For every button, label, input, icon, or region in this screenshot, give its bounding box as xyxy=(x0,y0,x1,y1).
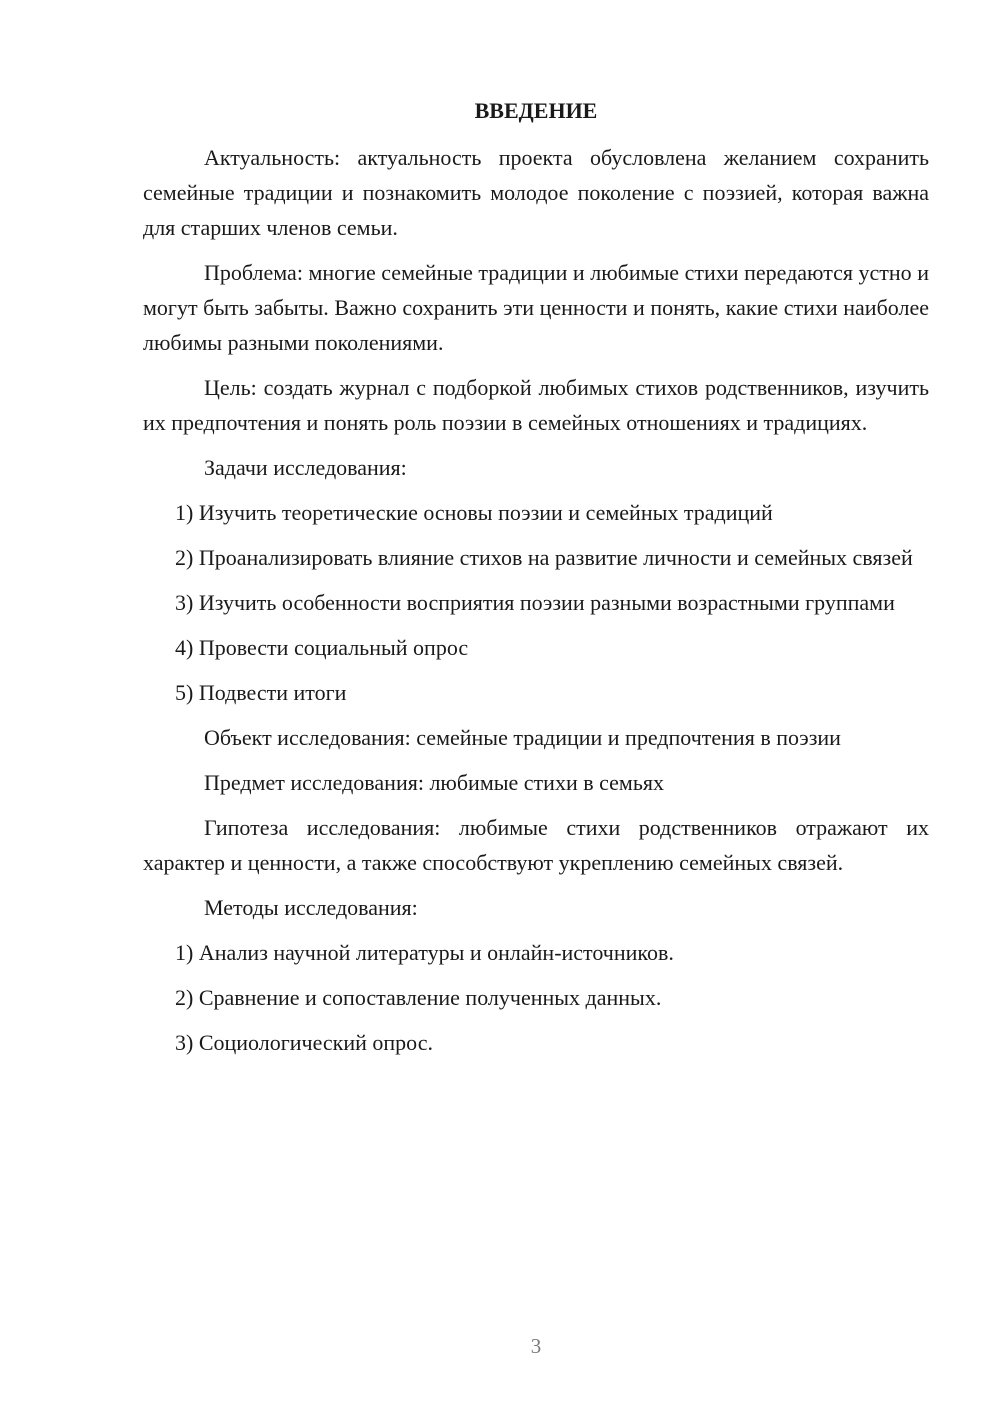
page-title: ВВЕДЕНИЕ xyxy=(474,98,598,123)
object-paragraph: Объект исследования: семейные традиции и предпочтения в поэзии xyxy=(204,725,841,750)
problem-paragraph: Проблема: многие семейные традиции и любимые стихи передаются устно и могут быть забыты. Важно сохранить эти ценности и понять, какие стихи наиболее любимы разными поколениями. xyxy=(143,260,929,355)
document-page xyxy=(143,94,929,1070)
relevance-paragraph: Актуальность: актуальность проекта обусловлена желанием сохранить семейные традиции и познакомить молодое поколение с поэзией, которая важна для старших членов семьи. xyxy=(143,145,929,240)
page-number: 3 xyxy=(530,1334,542,1358)
method-item: 1) Анализ научной литературы и онлайн-источников. xyxy=(175,940,674,965)
task-item: 4) Провести социальный опрос xyxy=(175,635,469,660)
task-item: 5) Подвести итоги xyxy=(175,680,347,705)
task-item: 3) Изучить особенности восприятия поэзии разными возрастными группами xyxy=(175,590,895,615)
methods-title: Методы исследования: xyxy=(204,895,418,920)
task-item: 1) Изучить теоретические основы поэзии и семейных традиций xyxy=(175,500,773,525)
goal-paragraph: Цель: создать журнал с подборкой любимых стихов родственников, изучить их предпочтения и понять роль поэзии в семейных отношениях и традициях. xyxy=(143,375,929,435)
task-item: 2) Проанализировать влияние стихов на развитие личности и семейных связей xyxy=(175,545,913,570)
method-item: 2) Сравнение и сопоставление полученных данных. xyxy=(175,985,662,1010)
tasks-title: Задачи исследования: xyxy=(204,455,407,480)
method-item: 3) Социологический опрос. xyxy=(175,1030,433,1055)
subject-paragraph: Предмет исследования: любимые стихи в семьях xyxy=(204,770,664,795)
hypothesis-paragraph: Гипотеза исследования: любимые стихи родственников отражают их характер и ценности, а также способствуют укреплению семейных связей. xyxy=(143,815,929,875)
